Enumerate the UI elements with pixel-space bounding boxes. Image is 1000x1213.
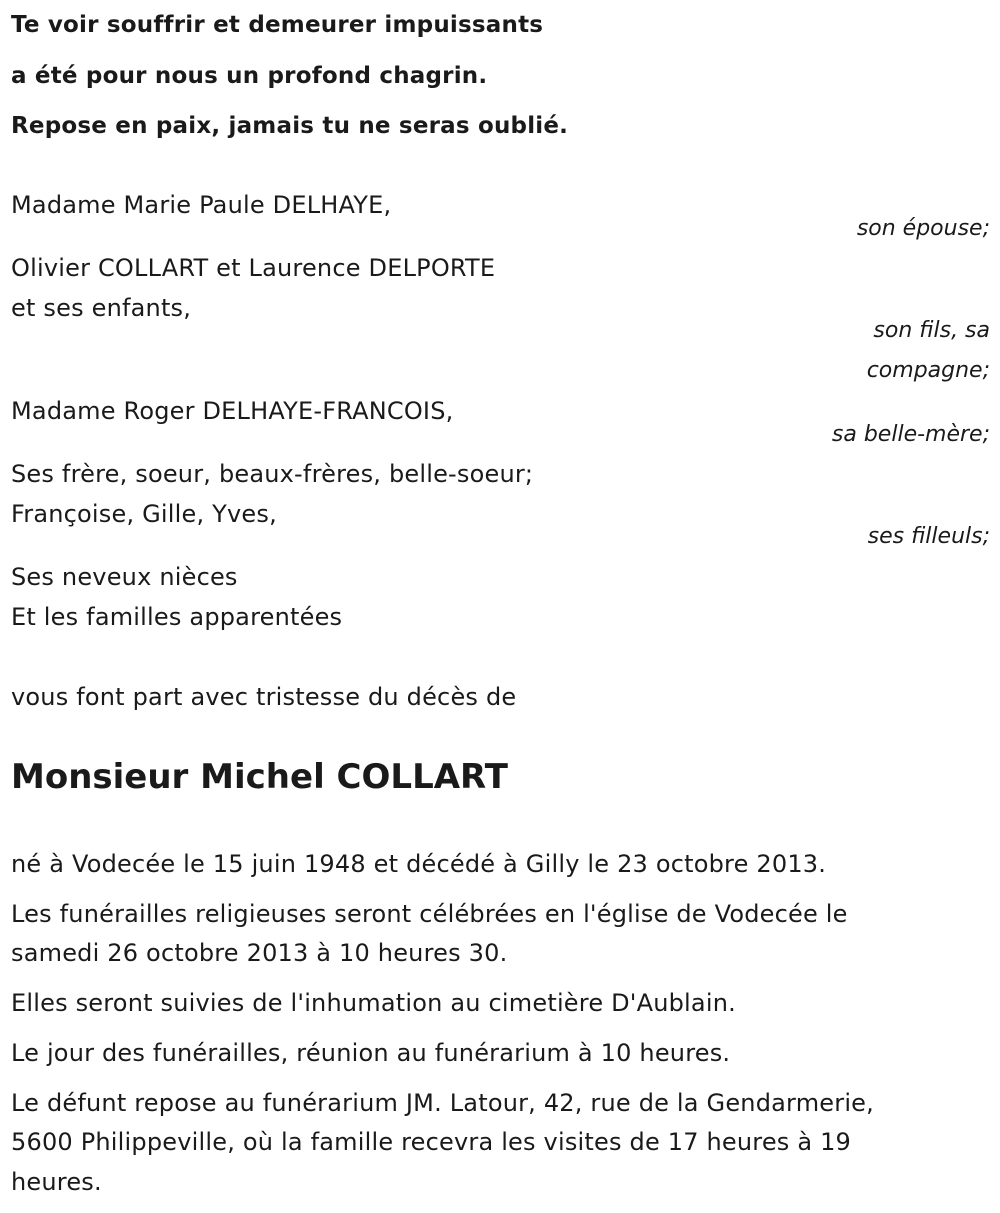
repose-line-3: heures. xyxy=(11,1168,102,1196)
verse-line-2: a été pour nous un profond chagrin. xyxy=(11,63,488,89)
spouse-relation: son épouse; xyxy=(856,216,990,241)
son-relation-line-1: son fils, sa xyxy=(873,318,990,343)
repose-line-2: 5600 Philippeville, où la famille recevra les visites de 17 heures à 19 xyxy=(11,1128,852,1156)
mother-in-law-name: Madame Roger DELHAYE-FRANCOIS, xyxy=(11,397,454,425)
godchildren-relation: ses filleuls; xyxy=(867,524,990,549)
repose-line-1: Le défunt repose au funérarium JM. Latour, 42, rue de la Gendarmerie, xyxy=(11,1089,874,1117)
son-relation-line-2: compagne; xyxy=(866,358,990,383)
verse-line-1: Te voir souffrir et demeurer impuissants xyxy=(11,12,544,38)
spouse-name: Madame Marie Paule DELHAYE, xyxy=(11,191,392,219)
burial-line: Elles seront suivies de l'inhumation au cimetière D'Aublain. xyxy=(11,989,736,1017)
announcement-text: vous font part avec tristesse du décès de xyxy=(11,683,517,711)
funeral-line-1: Les funérailles religieuses seront célébrées en l'église de Vodecée le xyxy=(11,900,848,928)
verse-line-3: Repose en paix, jamais tu ne seras oublié. xyxy=(11,113,569,139)
son-children: et ses enfants, xyxy=(11,294,192,322)
funeral-line-2: samedi 26 octobre 2013 à 10 heures 30. xyxy=(11,939,508,967)
meeting-line: Le jour des funérailles, réunion au funérarium à 10 heures. xyxy=(11,1039,731,1067)
birth-death-line: né à Vodecée le 15 juin 1948 et décédé à Gilly le 23 octobre 2013. xyxy=(11,850,827,878)
families-line: Et les familles apparentées xyxy=(11,603,343,631)
deceased-name: Monsieur Michel COLLART xyxy=(11,757,508,797)
nephews-line: Ses neveux nièces xyxy=(11,563,238,591)
siblings-line: Ses frère, soeur, beaux-frères, belle-soeur; xyxy=(11,460,534,488)
mother-in-law-relation: sa belle-mère; xyxy=(831,422,990,447)
son-name: Olivier COLLART et Laurence DELPORTE xyxy=(11,254,496,282)
godchildren-names: Françoise, Gille, Yves, xyxy=(11,500,277,528)
